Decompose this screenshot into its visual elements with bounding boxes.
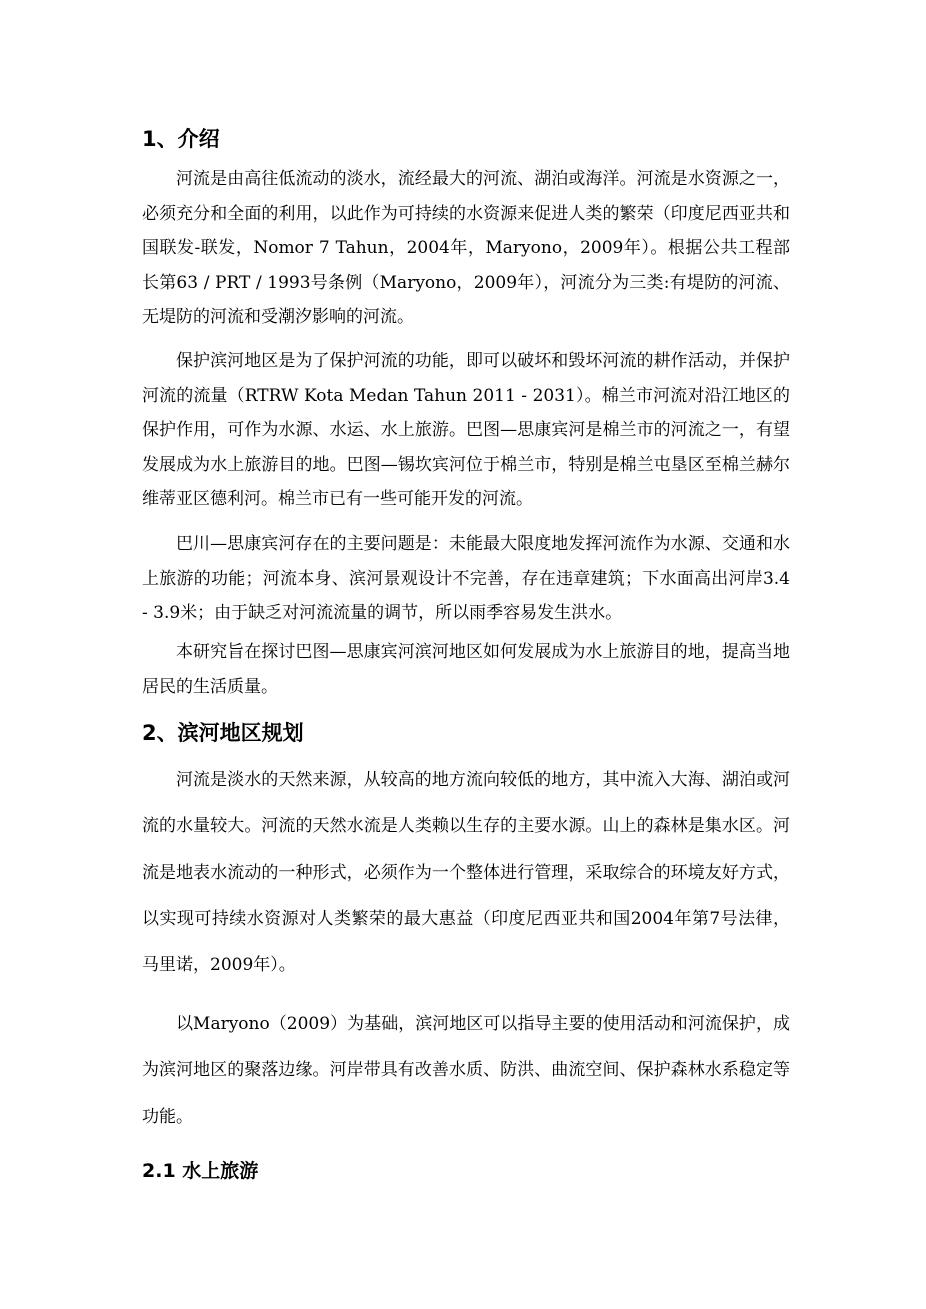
paragraph-riverside-protection: 保护滨河地区是为了保护河流的功能，即可以破坏和毁坏河流的耕作活动，并保护河流的流量（RTRW Kota Medan Tahun 2011 - 2031）。棉兰市河流对沿江地区的保护作用，可作为水源、水运、水上旅游。巴图—思康宾河是棉兰市的河流之一，有望发展成为水上旅游目的地。巴图—锡坎宾河位于棉兰市，特别是棉兰屯垦区至棉兰赫尔维蒂亚区德利河。棉兰市已有一些可能开发的河流。 <box>142 351 790 510</box>
subsection-heading-water-tourism: 2.1 水上旅游 <box>142 1160 259 1182</box>
paragraph-river-natural-source: 河流是淡水的天然来源，从较高的地方流向较低的地方，其中流入大海、湖泊或河流的水量较大。河流的天然水流是人类赖以生存的主要水源。山上的森林是集水区。河流是地表水流动的一种形式，必须作为一个整体进行管理，采取综合的环境友好方式，以实现可持续水资源对人类繁荣的最大惠益（印度尼西亚共和国2004年第7号法律，马里诺，2009年）。 <box>142 770 790 976</box>
section-heading-riverside-planning: 2、滨河地区规划 <box>142 721 304 745</box>
paragraph-river-definition: 河流是由高往低流动的淡水，流经最大的河流、湖泊或海洋。河流是水资源之一，必须充分和全面的利用，以此作为可持续的水资源来促进人类的繁荣（印度尼西亚共和国联发-联发，Nomor 7 Tahun，2004年，Maryono，2009年）。根据公共工程部长第63 / PRT / 1993号条例（Maryono，2009年），河流分为三类:有堤防的河流、无堤防的河流和受潮汐影响的河流。 <box>142 169 790 328</box>
section-heading-introduction: 1、介绍 <box>142 127 220 151</box>
paragraph-main-problems: 巴川—思康宾河存在的主要问题是：未能最大限度地发挥河流作为水源、交通和水上旅游的功能；河流本身、滨河景观设计不完善，存在违章建筑；下水面高出河岸3.4 - 3.9米；由于缺乏对河流流量的调节，所以雨季容易发生洪水。 <box>142 534 790 624</box>
paragraph-research-aim: 本研究旨在探讨巴图—思康宾河滨河地区如何发展成为水上旅游目的地，提高当地居民的生活质量。 <box>142 642 790 697</box>
paragraph-riparian-functions: 以Maryono（2009）为基础，滨河地区可以指导主要的使用活动和河流保护，成为滨河地区的聚落边缘。河岸带具有改善水质、防洪、曲流空间、保护森林水系稳定等功能。 <box>142 1014 790 1127</box>
